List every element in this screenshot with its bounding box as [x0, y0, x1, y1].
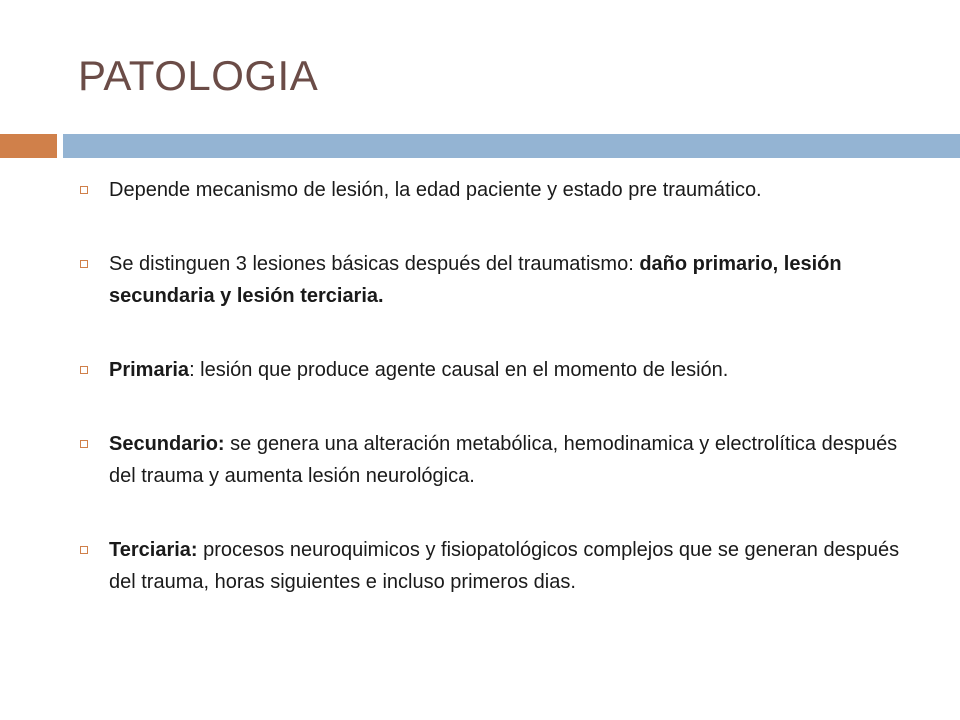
bullet-item	[78, 354, 918, 386]
bullet-text: se genera una alteración metabólica, hemodinamica y electrolítica después del trauma y aumenta lesión neurológica.	[109, 433, 898, 487]
square-bullet-icon	[80, 260, 88, 268]
bullet-bold-text: Terciaria:	[109, 539, 198, 561]
slide-title: PATOLOGIA	[78, 52, 319, 99]
square-bullet-icon	[80, 440, 88, 448]
bullet-text: procesos neuroquimicos y fisiopatológicos complejos que se generan después del trauma, horas siguientes e incluso primeros dias.	[109, 539, 900, 593]
bullet-text: Depende mecanismo de lesión, la edad paciente y estado pre traumático.	[109, 179, 762, 201]
bullet-bold-text: daño primario, lesión secundaria y lesión terciaria.	[109, 253, 842, 307]
bullet-item	[78, 428, 918, 492]
bullet-bold-text: Secundario:	[109, 433, 225, 455]
bullet-item	[78, 534, 918, 598]
square-bullet-icon	[80, 546, 88, 554]
title-divider-bar	[63, 134, 960, 158]
square-bullet-icon	[80, 186, 88, 194]
bullet-bold-text: Primaria	[109, 359, 190, 381]
bullet-item	[78, 248, 918, 312]
bullet-item	[78, 174, 918, 206]
bullet-text: Se distinguen 3 lesiones básicas después del traumatismo:	[109, 253, 640, 275]
bullet-text: : lesión que produce agente causal en el momento de lesión.	[189, 359, 729, 381]
square-bullet-icon	[80, 366, 88, 374]
title-accent-bar	[0, 134, 57, 158]
bullet-list	[78, 174, 918, 598]
